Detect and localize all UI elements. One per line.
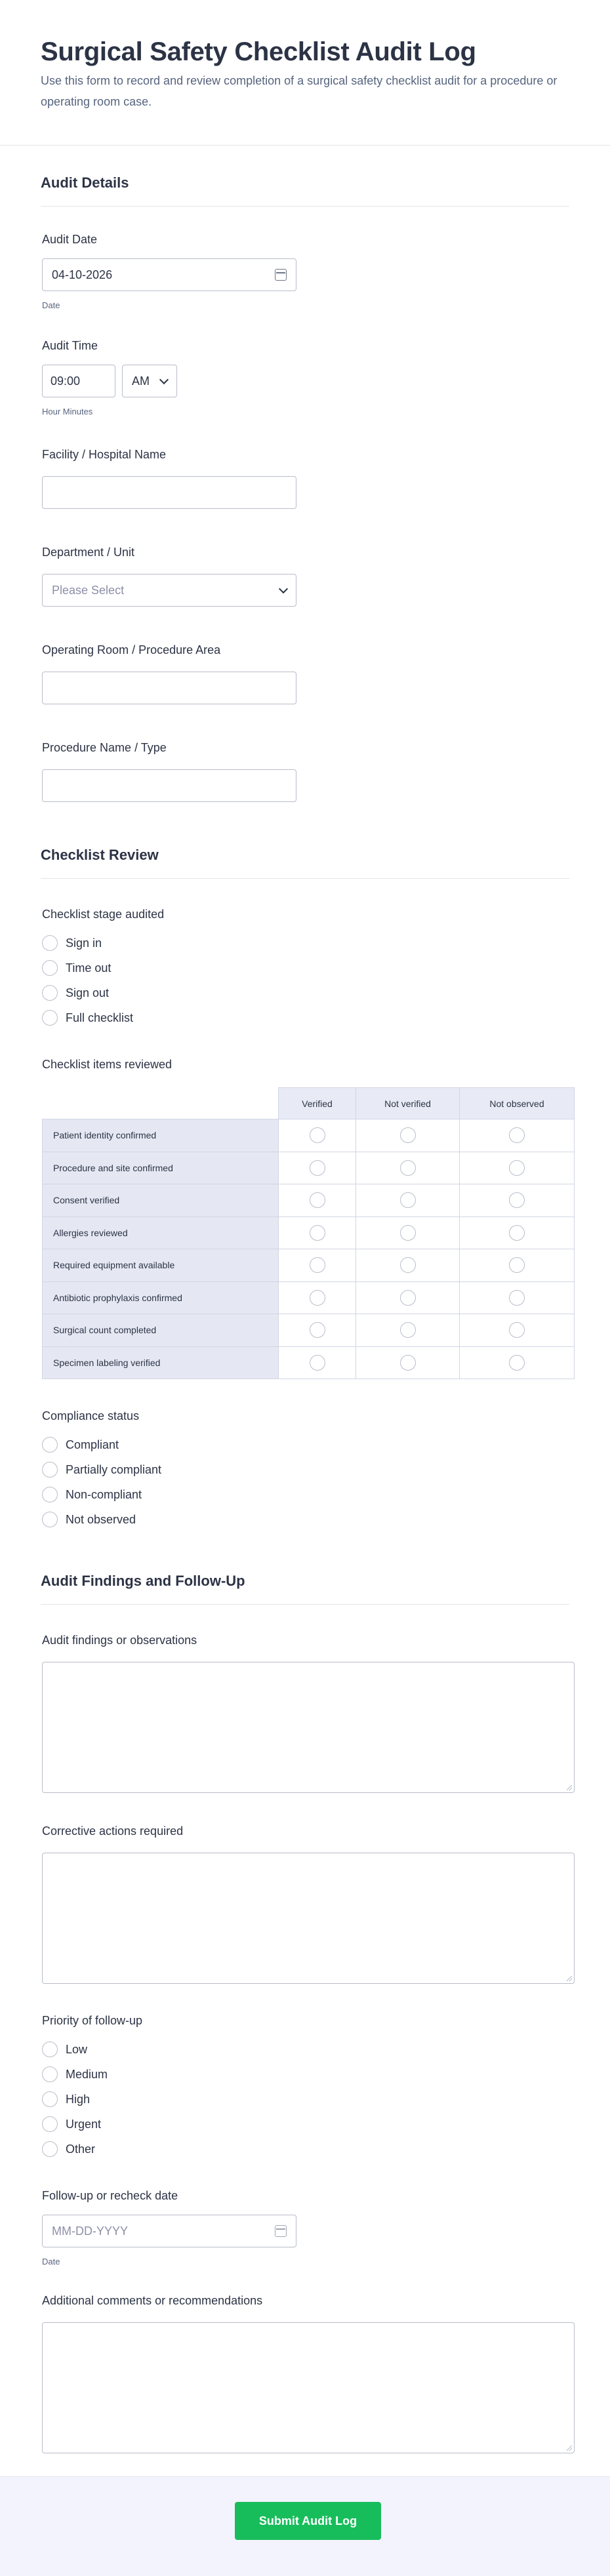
radio-circle[interactable] (42, 1512, 58, 1527)
form-header (0, 0, 610, 146)
radio-circle[interactable] (42, 935, 58, 951)
radio-circle[interactable] (400, 1257, 416, 1273)
matrix-row (43, 1346, 575, 1379)
matrix-cell[interactable] (356, 1184, 460, 1217)
matrix-cell[interactable] (279, 1119, 356, 1152)
matrix-row (43, 1249, 575, 1282)
radio-circle[interactable] (310, 1127, 325, 1143)
checklist-matrix (42, 1087, 575, 1379)
section-title: Audit Findings and Follow-Up (41, 1573, 245, 1589)
radio-circle[interactable] (400, 1322, 416, 1338)
matrix-cell[interactable] (460, 1152, 575, 1184)
radio-circle[interactable] (310, 1225, 325, 1241)
observations-field (41, 1634, 569, 1793)
radio-circle[interactable] (509, 1192, 525, 1208)
stage-option[interactable]: Sign in (42, 931, 569, 956)
radio-circle[interactable] (509, 1290, 525, 1306)
audit-date-input[interactable] (42, 258, 296, 291)
matrix-cell[interactable] (279, 1249, 356, 1282)
priority-option[interactable]: Urgent (42, 2112, 569, 2137)
department-select[interactable] (42, 574, 296, 607)
radio-circle[interactable] (509, 1355, 525, 1371)
form-description: Use this form to record and review completion of a surgical safety checklist audit for a procedure or operating room case. (41, 74, 558, 108)
matrix-row-label: Required equipment available (43, 1249, 279, 1282)
radio-circle[interactable] (310, 1322, 325, 1338)
followup-date-field (41, 2189, 569, 2266)
department-field (41, 546, 569, 607)
operating-room-field (41, 643, 569, 704)
comments-field (41, 2294, 569, 2453)
procedure-input[interactable] (42, 769, 296, 802)
stage-option[interactable]: Time out (42, 956, 569, 980)
radio-circle[interactable] (42, 1437, 58, 1453)
radio-circle[interactable] (400, 1127, 416, 1143)
checklist-review-heading (41, 802, 569, 879)
radio-circle[interactable] (310, 1257, 325, 1273)
matrix-cell[interactable] (460, 1184, 575, 1217)
operating-room-label: Operating Room / Procedure Area (42, 643, 221, 656)
followup-date-placeholder: MM-DD-YYYY (52, 2224, 128, 2238)
matrix-row (43, 1119, 575, 1152)
chevron-down-icon (159, 374, 169, 384)
matrix-cell[interactable] (279, 1346, 356, 1379)
compliance-option[interactable]: Not observed (42, 1507, 569, 1532)
audit-date-sublabel: Date (42, 300, 60, 310)
audit-details-section (0, 146, 610, 802)
matrix-cell[interactable] (460, 1119, 575, 1152)
radio-circle[interactable] (400, 1290, 416, 1306)
radio-circle[interactable] (509, 1127, 525, 1143)
radio-circle[interactable] (42, 2042, 58, 2057)
compliance-field (41, 1409, 569, 1532)
audit-date-label: Audit Date (42, 233, 98, 246)
matrix-cell[interactable] (460, 1217, 575, 1249)
radio-circle[interactable] (310, 1192, 325, 1208)
radio-circle[interactable] (400, 1225, 416, 1241)
radio-circle[interactable] (42, 960, 58, 976)
followup-date-sublabel: Date (42, 2257, 60, 2266)
audit-time-sublabel: Hour Minutes (42, 407, 93, 416)
facility-field (41, 448, 569, 509)
followup-date-label: Follow-up or recheck date (42, 2189, 178, 2202)
matrix-row-label: Consent verified (43, 1184, 279, 1217)
followup-date-input[interactable] (42, 2215, 296, 2247)
matrix-cell[interactable] (356, 1314, 460, 1347)
matrix-cell[interactable] (356, 1217, 460, 1249)
audit-date-value: 04-10-2026 (52, 268, 113, 281)
radio-circle[interactable] (310, 1290, 325, 1306)
matrix-cell[interactable] (279, 1314, 356, 1347)
radio-circle[interactable] (42, 1487, 58, 1502)
stage-label: Checklist stage audited (42, 908, 165, 921)
audit-details-heading (41, 146, 569, 207)
radio-circle[interactable] (400, 1355, 416, 1371)
audit-time-field (41, 339, 569, 416)
priority-option[interactable]: Other (42, 2137, 569, 2162)
matrix-column-header: Not observed (460, 1088, 575, 1119)
corrective-label: Corrective actions required (42, 1824, 184, 1838)
matrix-cell[interactable] (279, 1184, 356, 1217)
facility-input[interactable] (42, 476, 296, 509)
radio-circle[interactable] (42, 2141, 58, 2157)
matrix-cell[interactable] (356, 1249, 460, 1282)
matrix-cell[interactable] (279, 1217, 356, 1249)
radio-circle[interactable] (509, 1225, 525, 1241)
radio-circle[interactable] (310, 1160, 325, 1176)
matrix-row-label: Specimen labeling verified (43, 1346, 279, 1379)
department-placeholder: Please Select (52, 583, 125, 597)
matrix-row-label: Procedure and site confirmed (43, 1152, 279, 1184)
radio-circle[interactable] (509, 1160, 525, 1176)
operating-room-input[interactable] (42, 672, 296, 704)
priority-option[interactable]: High (42, 2087, 569, 2112)
facility-label: Facility / Hospital Name (42, 448, 167, 461)
audit-time-value: 09:00 (51, 374, 81, 388)
procedure-field (41, 741, 569, 802)
matrix-row-label: Antibiotic prophylaxis confirmed (43, 1281, 279, 1314)
radio-circle[interactable] (42, 1010, 58, 1026)
matrix-cell[interactable] (356, 1346, 460, 1379)
matrix-column-header: Not verified (356, 1088, 460, 1119)
comments-label: Additional comments or recommendations (42, 2294, 263, 2307)
compliance-option[interactable]: Non-compliant (42, 1482, 569, 1507)
items-label: Checklist items reviewed (42, 1058, 173, 1071)
procedure-label: Procedure Name / Type (42, 741, 167, 754)
radio-circle[interactable] (509, 1257, 525, 1273)
radio-circle[interactable] (42, 2066, 58, 2082)
ampm-select[interactable] (122, 365, 177, 397)
corrective-textarea[interactable] (42, 1853, 575, 1984)
matrix-column-header: Verified (279, 1088, 356, 1119)
findings-heading (41, 1532, 569, 1605)
comments-textarea[interactable] (42, 2322, 575, 2453)
priority-option[interactable]: Low (42, 2037, 569, 2062)
section-title: Audit Details (41, 174, 129, 191)
section-title: Checklist Review (41, 847, 159, 863)
priority-option[interactable]: Medium (42, 2062, 569, 2087)
calendar-icon[interactable] (275, 269, 287, 281)
radio-circle[interactable] (42, 2116, 58, 2132)
compliance-label: Compliance status (42, 1409, 140, 1422)
audit-date-field (41, 233, 569, 310)
matrix-row (43, 1152, 575, 1184)
form-footer (0, 2476, 610, 2576)
radio-circle[interactable] (42, 985, 58, 1001)
observations-label: Audit findings or observations (42, 1634, 197, 1647)
items-field (41, 1058, 569, 1379)
findings-section (0, 1532, 610, 2453)
stage-field (41, 908, 569, 1030)
submit-button[interactable]: Submit Audit Log (235, 2502, 381, 2540)
compliance-option[interactable]: Compliant (42, 1432, 569, 1457)
radio-circle[interactable] (509, 1322, 525, 1338)
stage-option[interactable]: Sign out (42, 980, 569, 1005)
radio-circle[interactable] (42, 2091, 58, 2107)
stage-option[interactable]: Full checklist (42, 1005, 569, 1030)
ampm-value: AM (132, 374, 150, 388)
compliance-option[interactable]: Partially compliant (42, 1457, 569, 1482)
matrix-cell[interactable] (279, 1281, 356, 1314)
matrix-cell[interactable] (460, 1249, 575, 1282)
matrix-row (43, 1184, 575, 1217)
priority-field (41, 2014, 569, 2162)
matrix-cell[interactable] (279, 1152, 356, 1184)
form-title: Surgical Safety Checklist Audit Log (41, 37, 476, 66)
corrective-field (41, 1824, 569, 1984)
radio-circle[interactable] (42, 1462, 58, 1478)
radio-circle[interactable] (400, 1160, 416, 1176)
matrix-row-label: Patient identity confirmed (43, 1119, 279, 1152)
observations-textarea[interactable] (42, 1662, 575, 1793)
matrix-row (43, 1314, 575, 1347)
matrix-row (43, 1281, 575, 1314)
calendar-icon[interactable] (275, 2225, 287, 2237)
matrix-cell[interactable] (356, 1281, 460, 1314)
department-label: Department / Unit (42, 546, 135, 559)
audit-time-input[interactable] (42, 365, 115, 397)
matrix-cell[interactable] (460, 1314, 575, 1347)
chevron-down-icon (279, 584, 288, 593)
matrix-row (43, 1217, 575, 1249)
matrix-row-label: Surgical count completed (43, 1314, 279, 1347)
matrix-row-label: Allergies reviewed (43, 1217, 279, 1249)
checklist-review-section (0, 802, 610, 1532)
radio-circle[interactable] (400, 1192, 416, 1208)
radio-circle[interactable] (310, 1355, 325, 1371)
matrix-cell[interactable] (356, 1152, 460, 1184)
matrix-cell[interactable] (460, 1346, 575, 1379)
matrix-cell[interactable] (356, 1119, 460, 1152)
priority-label: Priority of follow-up (42, 2014, 143, 2027)
audit-time-label: Audit Time (42, 339, 98, 352)
matrix-cell[interactable] (460, 1281, 575, 1314)
